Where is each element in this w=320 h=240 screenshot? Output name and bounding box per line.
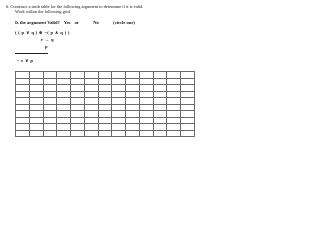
truth-table-grid [15, 71, 195, 137]
grid-cell[interactable] [139, 130, 153, 137]
grid-cell[interactable] [181, 130, 195, 137]
grid-cell[interactable] [98, 130, 112, 137]
grid-cell[interactable] [57, 130, 71, 137]
premise-2: r → q [41, 37, 54, 42]
grid-cell[interactable] [167, 130, 181, 137]
premise-3: p [45, 44, 48, 49]
grid-cell[interactable] [112, 130, 126, 137]
argument-divider [15, 53, 48, 54]
grid-cell[interactable] [71, 130, 85, 137]
grid-cell[interactable] [126, 130, 140, 137]
validity-prompt: Is the argument Valid? [15, 20, 60, 25]
grid-cell[interactable] [29, 130, 43, 137]
conclusion: ~ r ∨ p [17, 58, 34, 63]
question-number: 6. [6, 4, 10, 9]
circle-one-hint: (circle one) [113, 20, 135, 25]
grid-cell[interactable] [153, 130, 167, 137]
grid-row [16, 130, 195, 137]
no-option[interactable]: No [93, 20, 99, 25]
question-text: Construct a truth table for the following argument to determine if it is valid. [10, 4, 144, 9]
grid-cell[interactable] [43, 130, 57, 137]
question-line-2: Work within the following grid. [15, 9, 71, 14]
yes-option[interactable]: Yes [63, 20, 71, 25]
premise-1: ( ( p ∨ q ) ⊕ ~( p ∧ q ) ) [15, 30, 70, 35]
validity-prompt-row [15, 20, 138, 25]
grid-cell[interactable] [16, 130, 30, 137]
or-text: or [74, 20, 79, 25]
grid-cell[interactable] [84, 130, 98, 137]
